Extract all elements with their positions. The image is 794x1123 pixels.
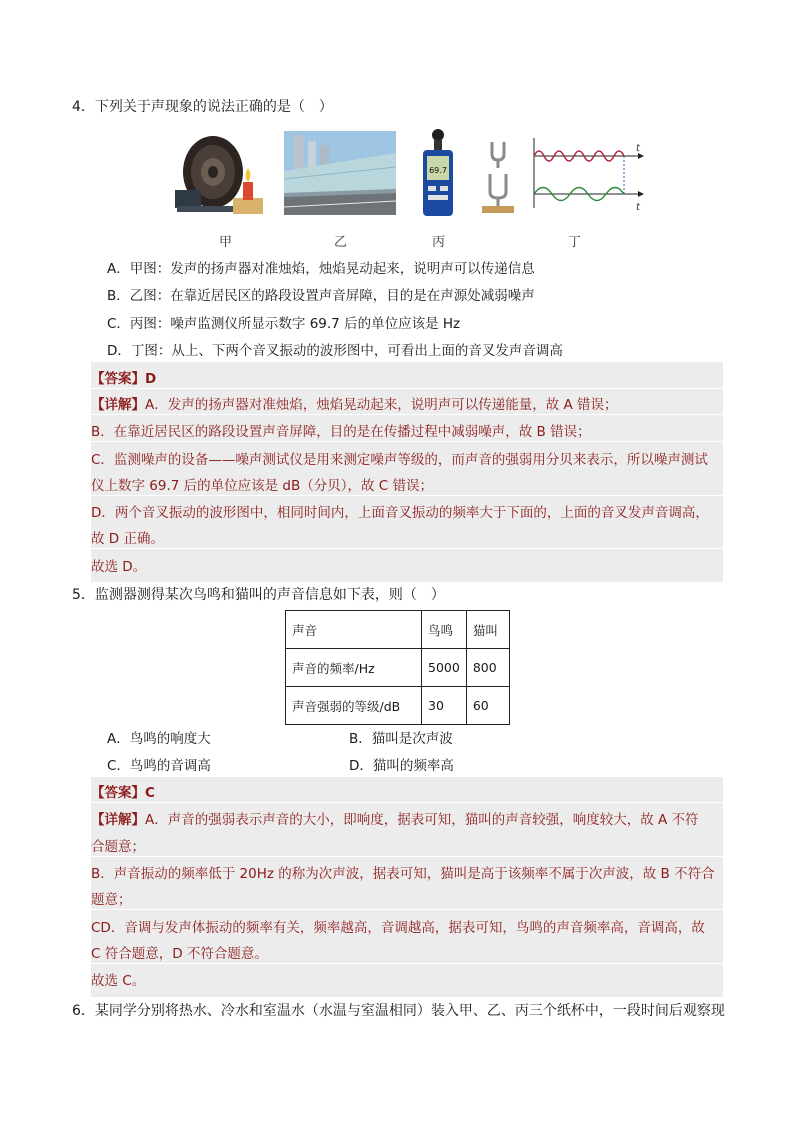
table-header-cell: 声音 [286, 611, 422, 649]
q4-option-d: D．丁图：从上、下两个音叉振动的波形图中，可看出上面的音叉发声音调高 [107, 343, 563, 359]
q4-answer-line [91, 367, 156, 387]
q5-detail-line-6: C 符合题意，D 不符合题意。 [91, 946, 268, 962]
q5-option-c: C．鸟鸣的音调高 [107, 758, 211, 774]
q4-detail-line-3: C．监测噪声的设备——噪声测试仪是用来测定噪声等级的，而声音的强弱用分贝来表示，所以噪声测试 [91, 452, 708, 468]
q5-option-a: A．鸟鸣的响度大 [107, 731, 211, 747]
q5-detail-line-4: 题意； [91, 892, 132, 908]
detail-text: A．声音的强弱表示声音的大小，即响度，据表可知，猫叫的声音较强，响度较大，故 A 不符 [145, 812, 699, 828]
answer-tag: 【答案】 [91, 371, 145, 387]
caption-bing: 丙 [432, 235, 446, 250]
answer-value: C [145, 785, 155, 801]
q5-detail-line-2: 合题意； [91, 839, 145, 855]
q6-stem: 6．某同学分别将热水、冷水和室温水（水温与室温相同）装入甲、乙、丙三个纸杯中，一段时间后观察现 [72, 1003, 725, 1019]
q4-option-a: A．甲图：发声的扬声器对准烛焰，烛焰晃动起来，说明声可以传递信息 [107, 261, 535, 277]
table-cell: 800 [466, 649, 509, 687]
figure-speaker-candle [175, 130, 267, 220]
meter-reading: 69.7 [429, 166, 447, 175]
table-row [286, 649, 510, 687]
caption-jia: 甲 [219, 235, 233, 250]
detail-text: A．发声的扬声器对准烛焰，烛焰晃动起来，说明声可以传递能量，故 A 错误； [145, 397, 618, 413]
table-header-cell: 鸟鸣 [422, 611, 467, 649]
detail-tag: 【详解】 [91, 812, 145, 828]
q5-answer-line [91, 781, 155, 801]
q4-stem: 4．下列关于声现象的说法正确的是（ ） [72, 99, 333, 115]
wave-axis-label-bottom: t [636, 202, 640, 212]
table-row [286, 687, 510, 725]
q4-detail-line-1 [91, 393, 618, 413]
answer-value: D [145, 371, 157, 387]
figure-tuning-forks [478, 140, 518, 216]
q5-detail-line-5: CD．音调与发声体振动的频率有关，频率越高，音调越高，据表可知，鸟鸣的声音频率高，音调高，故 [91, 920, 705, 936]
q5-detail-line-1 [91, 808, 699, 828]
q4-detail-line-4: 仪上数字 69.7 后的单位应该是 dB（分贝），故 C 错误； [91, 478, 434, 494]
figure-noise-barrier [284, 131, 396, 215]
table-cell: 声音的频率/Hz [286, 649, 422, 687]
caption-ding: 丁 [568, 235, 582, 250]
q4-detail-line-5: D．两个音叉振动的波形图中，相同时间内，上面音叉振动的频率大于下面的，上面的音叉发声音调高， [91, 505, 709, 521]
q5-detail-line-3: B．声音振动的频率低于 20Hz 的称为次声波，据表可知，猫叫是高于该频率不属于次声波，故 B 不符合 [91, 866, 715, 882]
q4-option-c: C．丙图：噪声监测仪所显示数字 69.7 后的单位应该是 Hz [107, 316, 461, 332]
q4-detail-line-7: 故选 D。 [91, 559, 147, 575]
caption-yi: 乙 [334, 235, 348, 250]
q5-detail-line-7: 故选 C。 [91, 973, 146, 989]
q4-detail-line-6: 故 D 正确。 [91, 531, 164, 547]
table-header-cell: 猫叫 [466, 611, 509, 649]
q4-option-b: B．乙图：在靠近居民区的路段设置声音屏障，目的是在声源处减弱噪声 [107, 288, 535, 304]
q5-option-b: B．猫叫是次声波 [349, 731, 453, 747]
q4-answer-block [91, 362, 723, 582]
table-cell: 5000 [422, 649, 467, 687]
q5-answer-block [91, 777, 723, 997]
wave-axis-label-top: t [636, 143, 640, 154]
sound-data-table [285, 610, 510, 725]
q4-detail-line-2: B．在靠近居民区的路段设置声音屏障，目的是在传播过程中减弱噪声，故 B 错误； [91, 424, 591, 440]
figure-waveforms [530, 132, 646, 212]
answer-tag: 【答案】 [91, 785, 145, 801]
table-header-row [286, 611, 510, 649]
detail-tag: 【详解】 [91, 397, 145, 413]
table-cell: 60 [466, 687, 509, 725]
table-cell: 30 [422, 687, 467, 725]
table-cell: 声音强弱的等级/dB [286, 687, 422, 725]
figure-noise-meter [420, 128, 456, 218]
q5-option-d: D．猫叫的频率高 [349, 758, 454, 774]
q5-stem: 5．监测器测得某次鸟鸣和猫叫的声音信息如下表，则（ ） [72, 587, 445, 603]
